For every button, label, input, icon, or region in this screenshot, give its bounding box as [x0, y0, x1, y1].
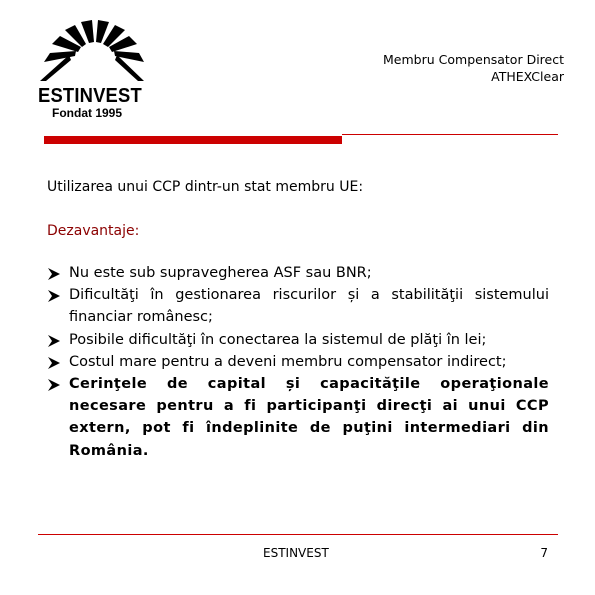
- list-item: [47, 262, 549, 284]
- list-item: [47, 329, 549, 351]
- bullet-text: Posibile dificultăţi în conectarea la sistemul de plăţi în lei;: [69, 331, 487, 348]
- sunburst-logo-icon: [38, 18, 146, 88]
- section-heading: Dezavantaje:: [47, 223, 140, 239]
- footer-rule: [38, 534, 558, 535]
- arrow-bullet-icon: [47, 334, 61, 348]
- header-line-2: ATHEXClear: [491, 69, 564, 84]
- page-number: 7: [540, 546, 548, 560]
- bullet-text: Nu este sub supravegherea ASF sau BNR;: [69, 265, 372, 281]
- arrow-bullet-icon: [47, 289, 61, 303]
- bullet-text: Costul mare pentru a deveni membru compensator indirect;: [69, 353, 507, 370]
- bullet-text: Cerinţele de capital și capacităţile operaţionale necesare pentru a fi participanţi direcţi ai unui CCP extern, pot fi îndeplinite de puţini intermediari din România.: [69, 376, 549, 459]
- bullet-list: [47, 262, 549, 462]
- list-item: [47, 351, 549, 373]
- logo-wordmark: ESTINVEST: [38, 85, 142, 107]
- estinvest-logo: [38, 18, 146, 122]
- logo-founded-text: Fondat 1995: [52, 106, 123, 120]
- slide-title: Utilizarea unui CCP dintr-un stat membru UE:: [47, 179, 364, 195]
- header-line-1: Membru Compensator Direct: [383, 52, 564, 67]
- footer-company: ESTINVEST: [263, 546, 329, 560]
- arrow-bullet-icon: [47, 267, 61, 281]
- header-membership: [383, 51, 564, 85]
- header-rule-thin: [342, 134, 558, 135]
- list-item: [47, 373, 549, 462]
- arrow-bullet-icon: [47, 378, 61, 392]
- bullet-text: Dificultăţi în gestionarea riscurilor și a stabilităţii sistemului financiar românesc;: [69, 287, 549, 326]
- arrow-bullet-icon: [47, 356, 61, 370]
- list-item: [47, 284, 549, 328]
- header-rule-thick: [44, 136, 342, 144]
